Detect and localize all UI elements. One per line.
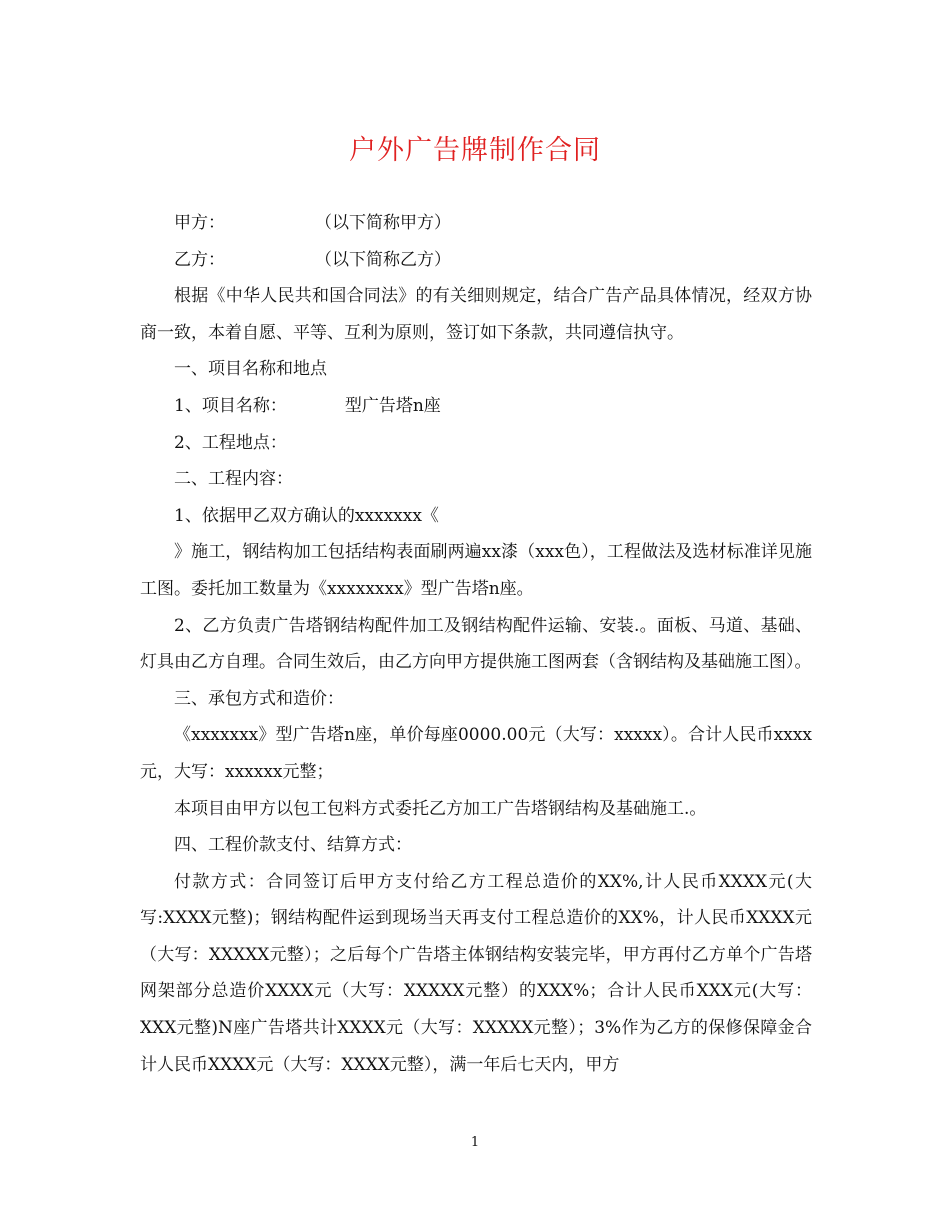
- item-2-line: 2、工程地点：: [174, 432, 287, 453]
- document-body: [140, 205, 812, 1083]
- section-2-heading: 二、工程内容：: [174, 469, 293, 490]
- party-a-line: [140, 205, 812, 242]
- section-1-heading: 一、项目名称和地点: [174, 359, 327, 380]
- party-b-line: [140, 242, 812, 279]
- item-1-label: 1、项目名称：: [174, 395, 287, 416]
- section-4-heading: 四、工程价款支付、结算方式：: [174, 835, 412, 856]
- content-2-paragraph: 2、乙方负责广告塔钢结构配件加工及钢结构配件运输、安装.。面板、马道、基础、灯具由乙方自理。合同生效后，由乙方向甲方提供施工图两套（含钢结构及基础施工图）。: [140, 615, 812, 673]
- party-a-label: 甲方：: [174, 213, 225, 233]
- page-number: 1: [470, 1135, 480, 1150]
- section-3-heading: 三、承包方式和造价：: [174, 688, 344, 709]
- scope-paragraph: 本项目由甲方以包工包料方式委托乙方加工广告塔钢结构及基础施工.。: [174, 798, 707, 819]
- party-b-label: 乙方：: [174, 249, 225, 270]
- payment-paragraph: 付款方式：合同签订后甲方支付给乙方工程总造价的XX%,计人民币XXXX元(大写:XXXX元整)；钢结构配件运到现场当天再支付工程总造价的XX%，计人民币XXXX元（大写：XXXXX元整）；之后每个广告塔主体钢结构安装完毕，甲方再付乙方单个广告塔网架部分总造价XXXX元（大写：XXXXX元整）的XXX%；合计人民币XXX元(大写：XXX元整)N座广告塔共计XXXX元（大写：XXXXX元整）；3%作为乙方的保修保障金合计人民币XXXX元（大写：XXXX元整），满一年后七天内，甲方: [140, 871, 812, 1075]
- party-b-note: （以下简称乙方）: [315, 249, 451, 270]
- party-a-note: （以下简称甲方）: [315, 213, 451, 233]
- price-paragraph: 《xxxxxxx》型广告塔n座，单价每座0000.00元（大写：xxxxx）。合计人民币xxxx元，大写：xxxxxx元整；: [140, 725, 812, 782]
- item-1-line: [140, 388, 812, 425]
- item-1-value: 型广告塔n座: [344, 395, 441, 416]
- document-title: 户外广告牌制作合同: [349, 135, 601, 166]
- content-1-line-1: 1、依据甲乙双方确认的xxxxxxx《: [174, 505, 439, 526]
- content-1-line-2: 》施工，钢结构加工包括结构表面刷两遍xx漆（xxx色），工程做法及选材标准详见施工图。委托加工数量为《xxxxxxxx》型广告塔n座。: [140, 542, 812, 599]
- intro-paragraph: 根据《中华人民共和国合同法》的有关细则规定，结合广告产品具体情况，经双方协商一致，本着自愿、平等、互利为原则，签订如下条款，共同遵信执守。: [140, 286, 812, 343]
